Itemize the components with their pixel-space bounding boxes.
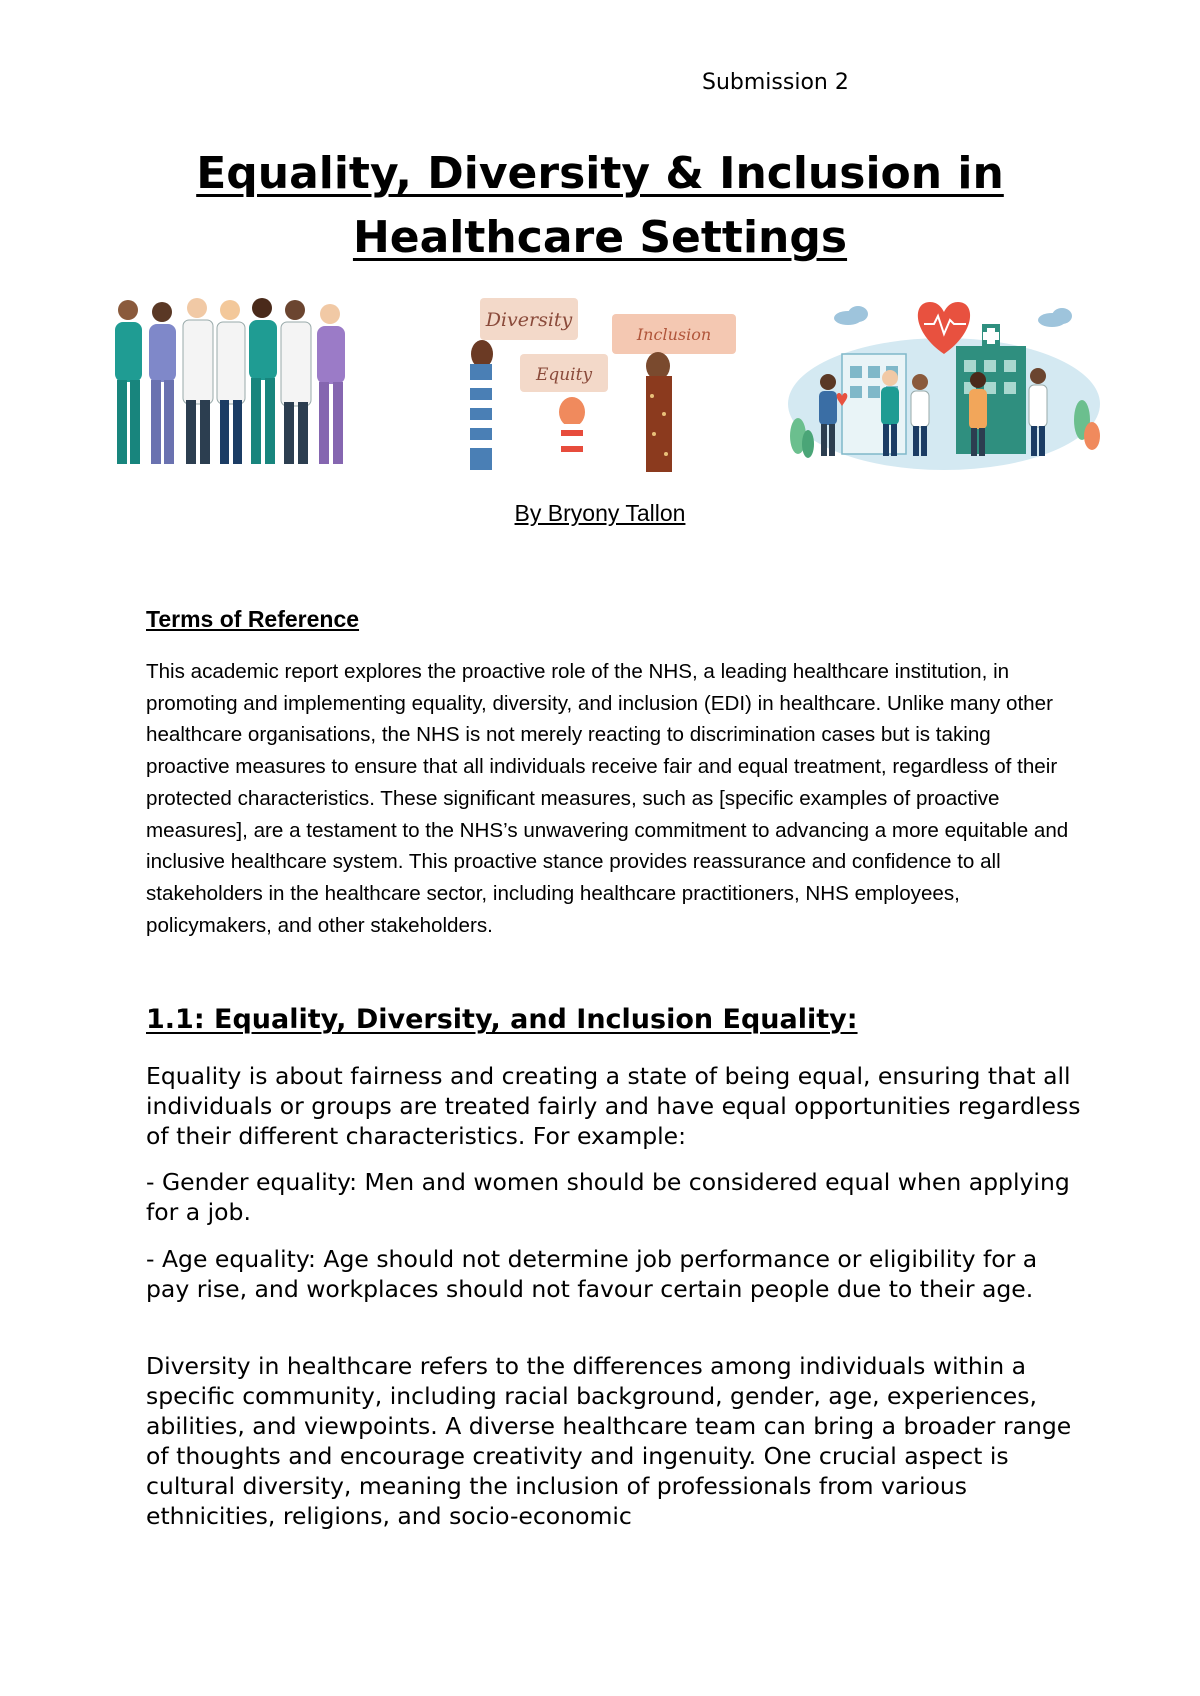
equity-sign-text: Equity	[535, 365, 593, 385]
cloud-left	[834, 306, 868, 325]
staff-person-7	[317, 304, 345, 464]
healthcare-community-illustration	[784, 296, 1106, 474]
healthcare-staff-illustration	[112, 296, 370, 474]
staff-person-6	[281, 300, 311, 464]
diversity-sign-text: Diversity	[485, 309, 573, 331]
paragraph-diversity: Diversity in healthcare refers to the differences among individuals within a specific community, including racial background, gender, age, experiences, abilities, and viewpoints. A diverse healthcare team can bring a broader range of thoughts and encourage creativity and ingenuity. One crucial aspect is cultural diversity, meaning the inclusion of professionals from various ethnicities, religions, and socio-economic	[146, 1352, 1072, 1530]
inclusion-sign	[612, 314, 736, 354]
raised-arm-left	[470, 340, 493, 470]
submission-label: Submission 2	[702, 70, 849, 95]
terms-of-reference-body: This academic report explores the proactive role of the NHS, a leading healthcare institution, in promoting and implementing equality, diversity, and inclusion (EDI) in healthcare. Unlike many other healthcare organisations, the NHS is not merely reacting to discrimination cases but is taking proactive measures to ensure that all individuals receive fair and equal treatment, regardless of their protected characteristics. These significant measures, such as [specific examples of proactive measures], are a testament to the NHS’s unwavering commitment to advancing a more equitable and inclusive healthcare system. This proactive stance provides reassurance and confidence to all stakeholders in the healthcare sector, including healthcare practitioners, NHS employees, policymakers, and other stakeholders.	[146, 660, 1069, 937]
equity-sign	[520, 354, 608, 392]
staff-person-2	[149, 302, 176, 464]
staff-person-4	[217, 300, 245, 464]
title-line-2: Healthcare Settings	[352, 212, 848, 263]
paragraph-equality: Equality is about fairness and creating a state of being equal, ensuring that all individuals or groups are treated fairly and have equal opportunities regardless of their different characteristics. For example:	[146, 1062, 1081, 1150]
cloud-right	[1038, 308, 1072, 327]
paragraph-age-equality: - Age equality: Age should not determine job performance or eligibility for a pay rise, and workplaces should not favour certain people due to their age.	[146, 1245, 1038, 1303]
raised-arm-right	[646, 352, 672, 472]
title-line-1: Equality, Diversity & Inclusion in	[196, 148, 1004, 199]
raised-fist-center	[559, 397, 585, 472]
author-byline: By Bryony Tallon	[514, 500, 686, 526]
diversity-sign	[480, 298, 578, 340]
terms-of-reference-heading: Terms of Reference	[146, 606, 360, 632]
inclusion-sign-text: Inclusion	[636, 325, 712, 344]
dei-signs-illustration	[462, 296, 740, 474]
document-title	[100, 142, 1100, 270]
staff-person-1	[115, 300, 142, 464]
staff-person-3	[183, 298, 213, 464]
section-1-1-heading: 1.1: Equality, Diversity, and Inclusion Equality:	[146, 1004, 858, 1035]
paragraph-gender-equality: - Gender equality: Men and women should be considered equal when applying for a job.	[146, 1168, 1070, 1226]
staff-person-5	[249, 298, 277, 464]
